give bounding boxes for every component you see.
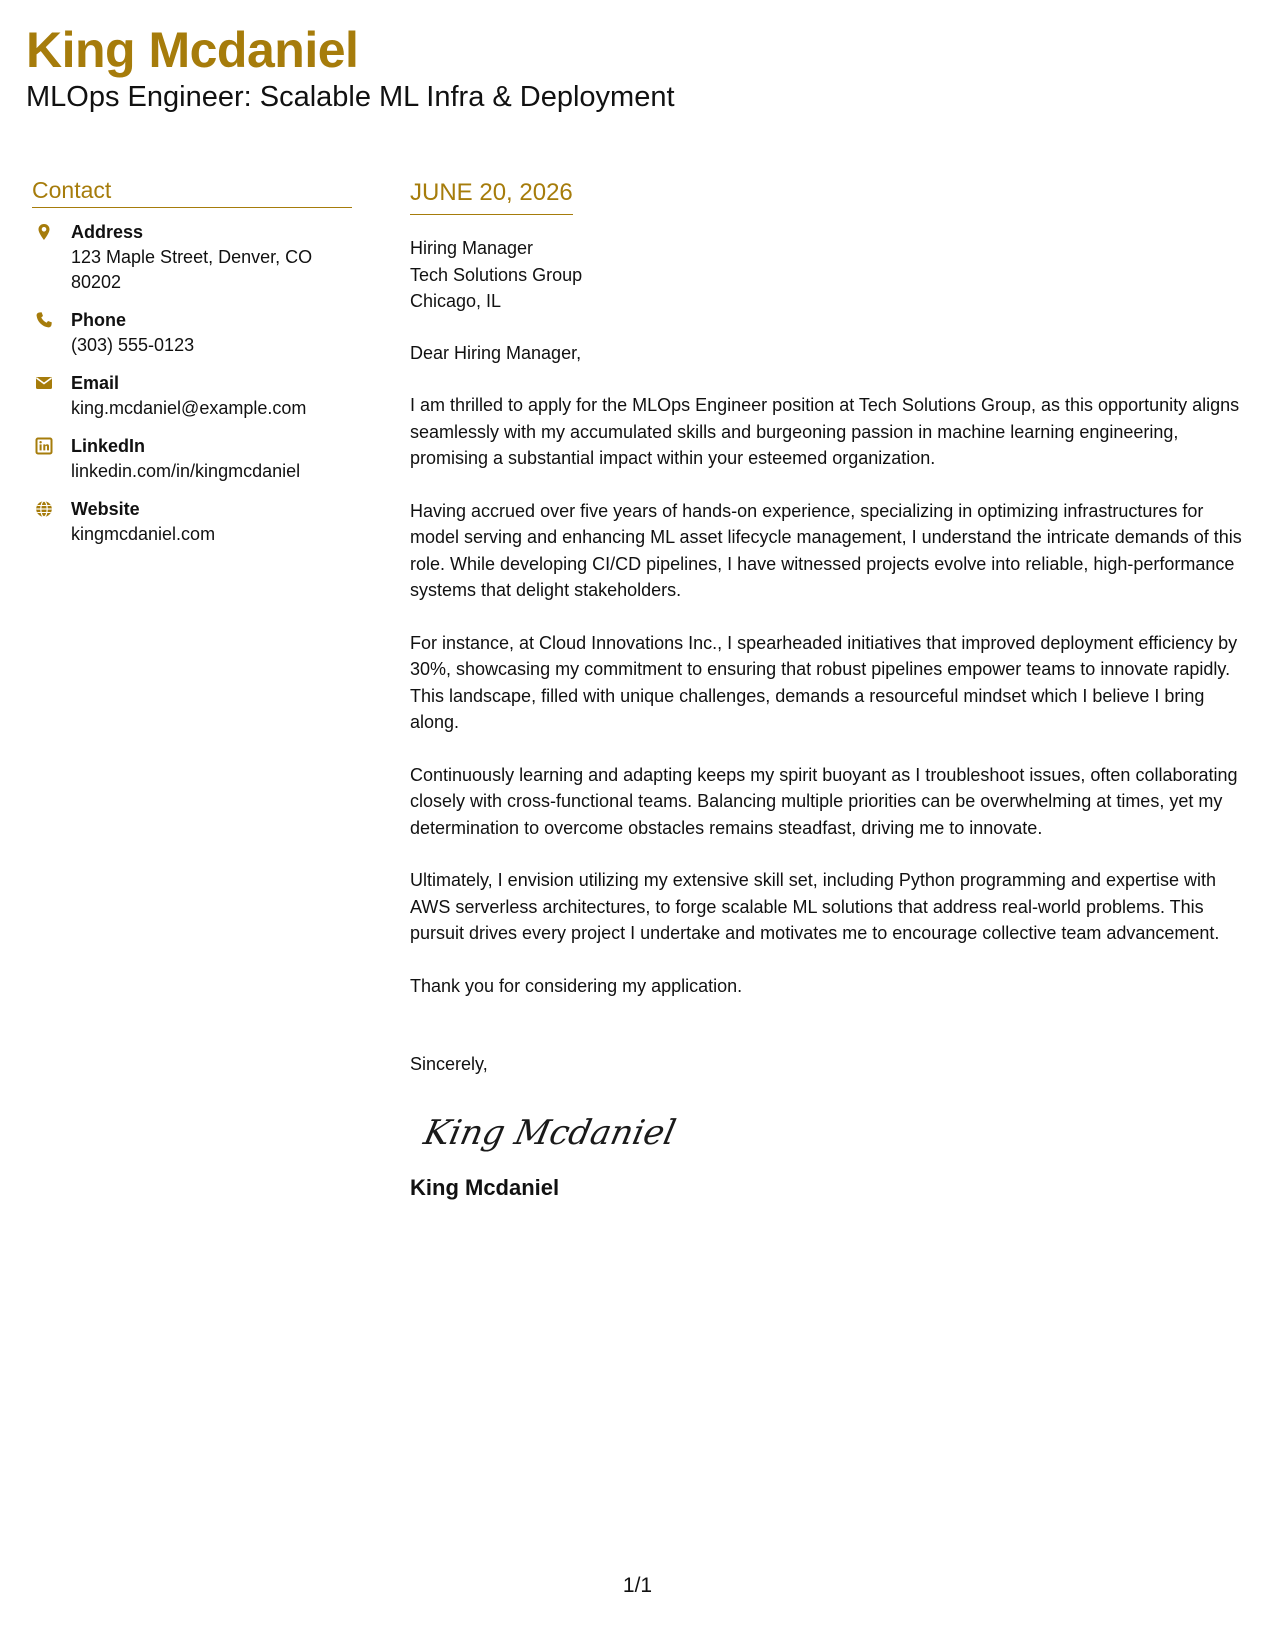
signer-name: King Mcdaniel [410, 1174, 560, 1200]
contact-value: linkedin.com/in/kingmcdaniel [71, 461, 301, 481]
candidate-name: King Mcdaniel [26, 22, 359, 78]
map-pin-icon [35, 223, 53, 241]
letter-paragraph: For instance, at Cloud Innovations Inc., I spearheaded initiatives that improved deployment efficiency by 30%, showcasing my commitment to ensuring that robust pipelines empower teams to innovate rapidly. This landscape, filled with unique challenges, demands a resourceful mindset which I believe I bring along. [410, 632, 1238, 732]
contact-label: Phone [71, 310, 127, 330]
recipient-line: Hiring Manager [410, 238, 534, 258]
contact-item-website [32, 497, 352, 547]
closing: Sincerely, [410, 1054, 488, 1074]
contact-label: Website [71, 499, 140, 519]
contact-item-email [32, 371, 352, 421]
letter-paragraph: Thank you for considering my application. [410, 975, 743, 996]
page-header [26, 22, 1226, 114]
contact-label: Address [71, 222, 144, 242]
envelope-icon [35, 374, 53, 392]
cover-letter [410, 178, 1255, 1202]
contact-value: (303) 555-0123 [71, 335, 195, 355]
contact-value: king.mcdaniel@example.com [71, 398, 307, 418]
contact-item-address [32, 220, 352, 295]
page-number: 1/1 [622, 1574, 653, 1597]
letter-date-block [410, 178, 573, 215]
contact-value: kingmcdaniel.com [71, 524, 216, 544]
contact-value: 123 Maple Street, Denver, CO 80202 [71, 247, 313, 292]
contact-item-linkedin [32, 434, 352, 484]
globe-icon [35, 500, 53, 518]
letter-paragraph: I am thrilled to apply for the MLOps Engineer position at Tech Solutions Group, as this opportunity aligns seamlessly with my accumulated skills and burgeoning passion in machine learning engineering, promising a substantial impact within your esteemed organization. [410, 395, 1240, 468]
signature-text: King Mcdaniel [420, 1112, 680, 1153]
recipient-block [410, 235, 1255, 315]
letter-paragraph: Ultimately, I envision utilizing my extensive skill set, including Python programming and expertise with AWS serverless architectures, to forge scalable ML solutions that address real-world problems. This pursuit drives every project I undertake and motivates me to encourage collective team advancement. [410, 870, 1220, 943]
linkedin-icon [35, 437, 53, 455]
recipient-line: Tech Solutions Group [410, 264, 583, 285]
salutation: Dear Hiring Manager, [410, 342, 582, 363]
contact-section-title: Contact [32, 176, 352, 208]
contact-label: Email [71, 373, 120, 393]
handwritten-signature [410, 1098, 1255, 1168]
contact-sidebar [32, 176, 352, 560]
contact-label: LinkedIn [71, 436, 146, 456]
recipient-line: Chicago, IL [410, 291, 502, 311]
letter-paragraph: Having accrued over five years of hands-on experience, specializing in optimizing infrastructures for model serving and enhancing ML asset lifecycle management, I understand the intricate demands of this role. While developing CI/CD pipelines, I have witnessed projects evolve into reliable, high-performance systems that delight stakeholders. [410, 500, 1242, 600]
candidate-headline: MLOps Engineer: Scalable ML Infra & Deployment [26, 81, 675, 113]
contact-list [32, 220, 352, 547]
contact-item-phone [32, 308, 352, 358]
letter-date: JUNE 20, 2026 [410, 179, 573, 206]
letter-paragraph: Continuously learning and adapting keeps my spirit buoyant as I troubleshoot issues, often collaborating closely with cross-functional teams. Balancing multiple priorities can be overwhelming at times, yet my determination to overcome obstacles remains steadfast, driving me to innovate. [410, 764, 1238, 838]
phone-icon [35, 311, 53, 329]
